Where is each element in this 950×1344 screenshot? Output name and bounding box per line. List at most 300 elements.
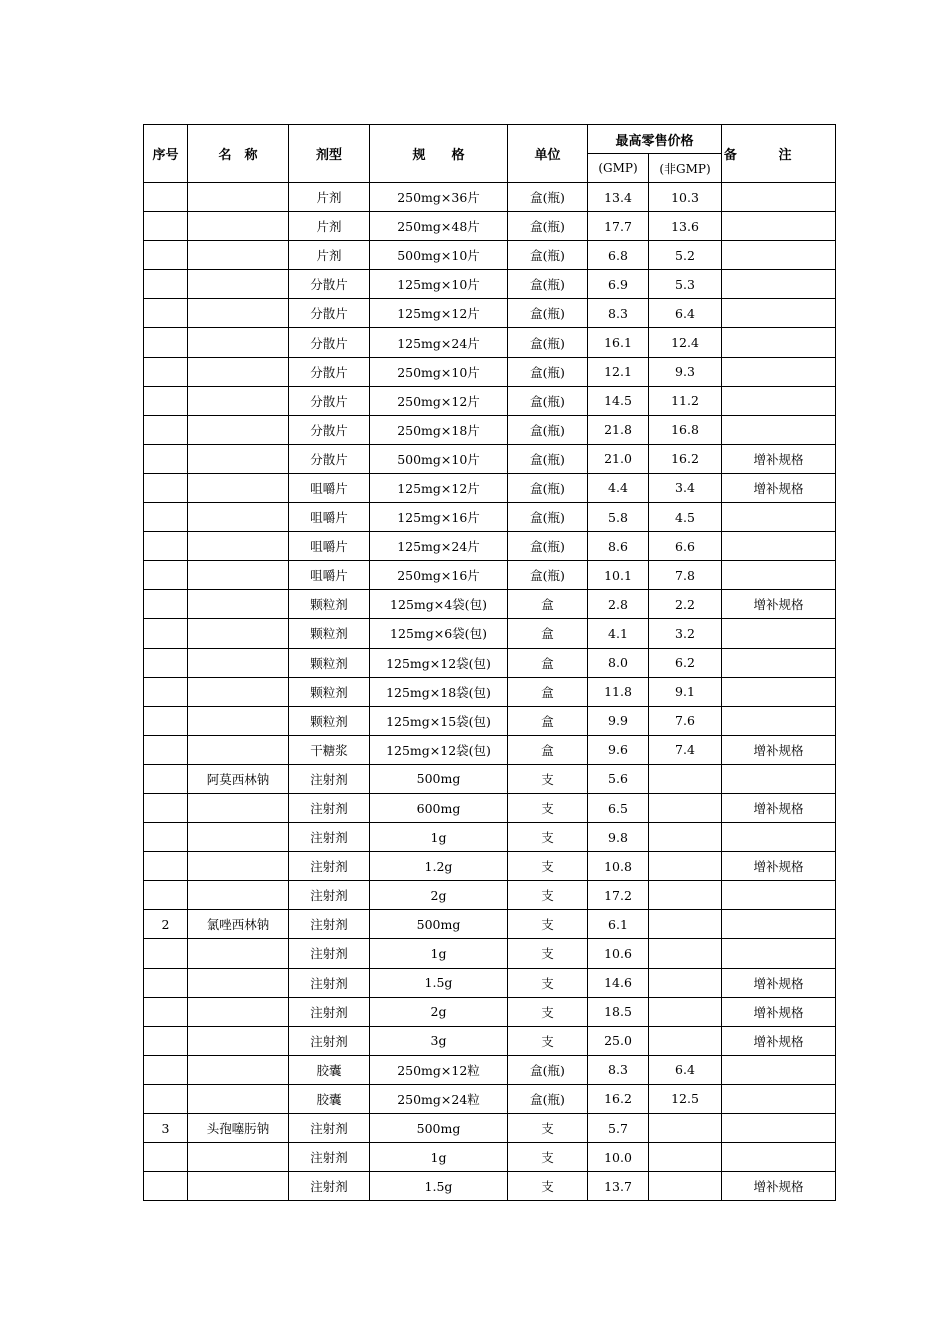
cell-gmp: 21.8	[588, 415, 649, 444]
cell-unit: 盒(瓶)	[508, 386, 588, 415]
cell-non-gmp: 12.4	[649, 328, 722, 357]
cell-non-gmp: 9.3	[649, 357, 722, 386]
cell-name: 氯唑西林钠	[188, 910, 289, 939]
table-row	[144, 706, 836, 735]
cell-non-gmp: 6.4	[649, 1055, 722, 1084]
cell-name	[188, 590, 289, 619]
cell-form: 分散片	[289, 444, 370, 473]
cell-non-gmp: 2.2	[649, 590, 722, 619]
cell-gmp: 6.5	[588, 793, 649, 822]
table-row	[144, 1172, 836, 1201]
cell-name	[188, 793, 289, 822]
cell-name	[188, 415, 289, 444]
cell-seq	[144, 619, 188, 648]
cell-name	[188, 386, 289, 415]
table-row	[144, 939, 836, 968]
table-row	[144, 881, 836, 910]
cell-spec: 1.5g	[370, 968, 508, 997]
cell-gmp: 17.2	[588, 881, 649, 910]
cell-remark: 增补规格	[722, 997, 836, 1026]
cell-non-gmp: 4.5	[649, 503, 722, 532]
cell-form: 注射剂	[289, 793, 370, 822]
table-header	[144, 125, 836, 183]
cell-remark	[722, 241, 836, 270]
cell-seq	[144, 677, 188, 706]
cell-unit: 盒	[508, 735, 588, 764]
cell-seq	[144, 939, 188, 968]
cell-spec: 1g	[370, 823, 508, 852]
cell-remark	[722, 648, 836, 677]
cell-name	[188, 677, 289, 706]
cell-form: 注射剂	[289, 764, 370, 793]
cell-seq	[144, 532, 188, 561]
cell-non-gmp	[649, 823, 722, 852]
cell-seq	[144, 473, 188, 502]
table-row	[144, 619, 836, 648]
cell-seq	[144, 1055, 188, 1084]
cell-unit: 盒(瓶)	[508, 299, 588, 328]
header-form: 剂型	[289, 125, 370, 183]
cell-spec: 500mg	[370, 1114, 508, 1143]
cell-gmp: 18.5	[588, 997, 649, 1026]
cell-unit: 盒(瓶)	[508, 1084, 588, 1113]
table-row	[144, 823, 836, 852]
cell-form: 分散片	[289, 270, 370, 299]
table-row	[144, 183, 836, 212]
header-spec: 规 格	[370, 125, 508, 183]
table-row	[144, 648, 836, 677]
cell-non-gmp: 5.2	[649, 241, 722, 270]
cell-gmp: 16.1	[588, 328, 649, 357]
cell-non-gmp	[649, 1143, 722, 1172]
cell-gmp: 6.9	[588, 270, 649, 299]
cell-name	[188, 706, 289, 735]
header-name: 名 称	[188, 125, 289, 183]
cell-unit: 支	[508, 881, 588, 910]
cell-non-gmp: 7.8	[649, 561, 722, 590]
cell-gmp: 9.6	[588, 735, 649, 764]
cell-name	[188, 473, 289, 502]
cell-remark	[722, 1114, 836, 1143]
cell-seq	[144, 1172, 188, 1201]
cell-name	[188, 1055, 289, 1084]
cell-seq	[144, 1143, 188, 1172]
cell-spec: 2g	[370, 881, 508, 910]
cell-remark	[722, 357, 836, 386]
cell-spec: 500mg	[370, 764, 508, 793]
price-table	[143, 124, 836, 1201]
table-row	[144, 1055, 836, 1084]
cell-non-gmp	[649, 793, 722, 822]
cell-form: 颗粒剂	[289, 706, 370, 735]
cell-seq	[144, 503, 188, 532]
cell-name	[188, 357, 289, 386]
cell-spec: 1.5g	[370, 1172, 508, 1201]
cell-gmp: 8.3	[588, 1055, 649, 1084]
cell-form: 咀嚼片	[289, 532, 370, 561]
cell-remark	[722, 764, 836, 793]
cell-non-gmp	[649, 1172, 722, 1201]
table-row	[144, 1084, 836, 1113]
cell-gmp: 9.9	[588, 706, 649, 735]
cell-unit: 支	[508, 1143, 588, 1172]
table-row	[144, 503, 836, 532]
cell-remark: 增补规格	[722, 444, 836, 473]
cell-non-gmp: 16.8	[649, 415, 722, 444]
cell-name	[188, 968, 289, 997]
cell-spec: 125mg×12片	[370, 299, 508, 328]
cell-seq: 3	[144, 1114, 188, 1143]
cell-remark: 增补规格	[722, 735, 836, 764]
cell-unit: 支	[508, 1026, 588, 1055]
cell-seq	[144, 212, 188, 241]
cell-non-gmp: 7.6	[649, 706, 722, 735]
header-price: 最高零售价格	[588, 125, 722, 154]
cell-unit: 支	[508, 852, 588, 881]
cell-unit: 支	[508, 997, 588, 1026]
cell-name	[188, 503, 289, 532]
cell-form: 分散片	[289, 357, 370, 386]
cell-name	[188, 1084, 289, 1113]
cell-seq	[144, 997, 188, 1026]
cell-gmp: 21.0	[588, 444, 649, 473]
cell-gmp: 5.7	[588, 1114, 649, 1143]
cell-name	[188, 299, 289, 328]
cell-spec: 3g	[370, 1026, 508, 1055]
cell-non-gmp: 3.2	[649, 619, 722, 648]
cell-form: 颗粒剂	[289, 677, 370, 706]
cell-remark	[722, 561, 836, 590]
cell-seq	[144, 299, 188, 328]
table-row	[144, 677, 836, 706]
cell-form: 注射剂	[289, 1026, 370, 1055]
cell-spec: 125mg×4袋(包)	[370, 590, 508, 619]
cell-form: 注射剂	[289, 997, 370, 1026]
cell-seq	[144, 444, 188, 473]
cell-form: 颗粒剂	[289, 648, 370, 677]
table-row	[144, 997, 836, 1026]
cell-non-gmp: 13.6	[649, 212, 722, 241]
cell-unit: 支	[508, 1172, 588, 1201]
cell-seq	[144, 357, 188, 386]
cell-gmp: 10.6	[588, 939, 649, 968]
cell-unit: 盒	[508, 590, 588, 619]
cell-form: 片剂	[289, 183, 370, 212]
cell-gmp: 10.8	[588, 852, 649, 881]
cell-remark	[722, 270, 836, 299]
cell-unit: 支	[508, 1114, 588, 1143]
cell-remark	[722, 1055, 836, 1084]
cell-gmp: 8.3	[588, 299, 649, 328]
table-row	[144, 1026, 836, 1055]
cell-gmp: 9.8	[588, 823, 649, 852]
cell-non-gmp: 9.1	[649, 677, 722, 706]
cell-unit: 盒	[508, 619, 588, 648]
cell-name	[188, 212, 289, 241]
cell-remark	[722, 212, 836, 241]
cell-spec: 125mg×12袋(包)	[370, 735, 508, 764]
cell-spec: 500mg×10片	[370, 241, 508, 270]
cell-gmp: 14.6	[588, 968, 649, 997]
cell-name	[188, 1172, 289, 1201]
header-gmp: (GMP)	[588, 154, 649, 183]
cell-form: 注射剂	[289, 852, 370, 881]
cell-seq	[144, 968, 188, 997]
cell-form: 颗粒剂	[289, 590, 370, 619]
table-body	[144, 183, 836, 1201]
cell-form: 分散片	[289, 386, 370, 415]
cell-seq	[144, 386, 188, 415]
cell-seq	[144, 415, 188, 444]
cell-unit: 支	[508, 968, 588, 997]
cell-spec: 125mg×16片	[370, 503, 508, 532]
cell-remark	[722, 706, 836, 735]
cell-spec: 250mg×12片	[370, 386, 508, 415]
cell-gmp: 6.1	[588, 910, 649, 939]
cell-unit: 盒(瓶)	[508, 357, 588, 386]
cell-gmp: 5.6	[588, 764, 649, 793]
cell-spec: 250mg×16片	[370, 561, 508, 590]
cell-name	[188, 852, 289, 881]
cell-form: 胶囊	[289, 1055, 370, 1084]
cell-form: 注射剂	[289, 1172, 370, 1201]
cell-form: 注射剂	[289, 910, 370, 939]
cell-remark: 增补规格	[722, 473, 836, 502]
table-row	[144, 444, 836, 473]
cell-non-gmp	[649, 997, 722, 1026]
cell-non-gmp	[649, 852, 722, 881]
cell-seq	[144, 183, 188, 212]
table-row	[144, 735, 836, 764]
cell-unit: 盒	[508, 677, 588, 706]
cell-form: 注射剂	[289, 968, 370, 997]
cell-spec: 125mg×6袋(包)	[370, 619, 508, 648]
cell-seq	[144, 328, 188, 357]
table-row	[144, 473, 836, 502]
cell-name	[188, 939, 289, 968]
cell-gmp: 10.1	[588, 561, 649, 590]
cell-unit: 盒(瓶)	[508, 1055, 588, 1084]
cell-remark	[722, 881, 836, 910]
cell-remark	[722, 1143, 836, 1172]
cell-form: 片剂	[289, 212, 370, 241]
cell-gmp: 25.0	[588, 1026, 649, 1055]
cell-name	[188, 561, 289, 590]
cell-non-gmp	[649, 968, 722, 997]
cell-seq	[144, 764, 188, 793]
cell-spec: 250mg×12粒	[370, 1055, 508, 1084]
cell-unit: 盒(瓶)	[508, 532, 588, 561]
cell-spec: 250mg×18片	[370, 415, 508, 444]
cell-non-gmp	[649, 1026, 722, 1055]
cell-unit: 盒(瓶)	[508, 328, 588, 357]
cell-spec: 1g	[370, 1143, 508, 1172]
cell-unit: 盒(瓶)	[508, 183, 588, 212]
cell-seq	[144, 823, 188, 852]
table-row	[144, 299, 836, 328]
cell-unit: 支	[508, 793, 588, 822]
header-seq: 序号	[144, 125, 188, 183]
header-remark: 备注	[722, 125, 836, 183]
table-row	[144, 1143, 836, 1172]
cell-remark: 增补规格	[722, 1026, 836, 1055]
cell-remark	[722, 183, 836, 212]
cell-remark	[722, 328, 836, 357]
cell-spec: 250mg×48片	[370, 212, 508, 241]
cell-gmp: 2.8	[588, 590, 649, 619]
cell-unit: 盒(瓶)	[508, 212, 588, 241]
cell-gmp: 16.2	[588, 1084, 649, 1113]
cell-seq	[144, 561, 188, 590]
cell-non-gmp: 10.3	[649, 183, 722, 212]
cell-gmp: 17.7	[588, 212, 649, 241]
cell-remark: 增补规格	[722, 1172, 836, 1201]
cell-unit: 盒(瓶)	[508, 270, 588, 299]
cell-seq	[144, 706, 188, 735]
cell-gmp: 6.8	[588, 241, 649, 270]
cell-non-gmp: 6.4	[649, 299, 722, 328]
cell-name	[188, 532, 289, 561]
cell-form: 胶囊	[289, 1084, 370, 1113]
table-row	[144, 212, 836, 241]
cell-spec: 125mg×10片	[370, 270, 508, 299]
table-row	[144, 532, 836, 561]
cell-seq: 2	[144, 910, 188, 939]
cell-name	[188, 823, 289, 852]
cell-unit: 盒	[508, 648, 588, 677]
cell-name	[188, 735, 289, 764]
cell-unit: 盒(瓶)	[508, 241, 588, 270]
table-row	[144, 793, 836, 822]
cell-non-gmp	[649, 1114, 722, 1143]
cell-unit: 支	[508, 910, 588, 939]
cell-form: 分散片	[289, 415, 370, 444]
cell-form: 注射剂	[289, 1143, 370, 1172]
cell-name: 阿莫西林钠	[188, 764, 289, 793]
cell-gmp: 4.1	[588, 619, 649, 648]
cell-remark	[722, 939, 836, 968]
cell-spec: 250mg×10片	[370, 357, 508, 386]
table-row	[144, 415, 836, 444]
cell-gmp: 4.4	[588, 473, 649, 502]
cell-unit: 盒(瓶)	[508, 473, 588, 502]
table-row	[144, 590, 836, 619]
cell-seq	[144, 648, 188, 677]
cell-gmp: 11.8	[588, 677, 649, 706]
cell-non-gmp	[649, 881, 722, 910]
cell-name	[188, 328, 289, 357]
cell-unit: 盒	[508, 706, 588, 735]
cell-unit: 支	[508, 823, 588, 852]
cell-seq	[144, 793, 188, 822]
cell-remark: 增补规格	[722, 968, 836, 997]
cell-form: 片剂	[289, 241, 370, 270]
cell-seq	[144, 241, 188, 270]
cell-remark	[722, 532, 836, 561]
header-unit: 单位	[508, 125, 588, 183]
cell-name	[188, 619, 289, 648]
cell-name: 头孢噻肟钠	[188, 1114, 289, 1143]
cell-spec: 125mg×12袋(包)	[370, 648, 508, 677]
cell-gmp: 13.7	[588, 1172, 649, 1201]
cell-remark	[722, 299, 836, 328]
table-row	[144, 328, 836, 357]
cell-gmp: 12.1	[588, 357, 649, 386]
cell-name	[188, 270, 289, 299]
cell-remark	[722, 910, 836, 939]
cell-form: 咀嚼片	[289, 561, 370, 590]
cell-unit: 盒(瓶)	[508, 415, 588, 444]
cell-seq	[144, 1026, 188, 1055]
cell-spec: 250mg×24粒	[370, 1084, 508, 1113]
cell-remark	[722, 823, 836, 852]
cell-seq	[144, 1084, 188, 1113]
cell-remark	[722, 677, 836, 706]
cell-spec: 125mg×24片	[370, 532, 508, 561]
cell-seq	[144, 852, 188, 881]
cell-form: 咀嚼片	[289, 473, 370, 502]
cell-name	[188, 444, 289, 473]
cell-form: 颗粒剂	[289, 619, 370, 648]
cell-spec: 125mg×12片	[370, 473, 508, 502]
cell-remark: 增补规格	[722, 852, 836, 881]
cell-non-gmp: 6.2	[649, 648, 722, 677]
cell-remark	[722, 415, 836, 444]
table-row	[144, 357, 836, 386]
cell-spec: 125mg×24片	[370, 328, 508, 357]
cell-form: 咀嚼片	[289, 503, 370, 532]
cell-name	[188, 241, 289, 270]
cell-unit: 支	[508, 939, 588, 968]
cell-non-gmp: 6.6	[649, 532, 722, 561]
cell-spec: 250mg×36片	[370, 183, 508, 212]
cell-spec: 1g	[370, 939, 508, 968]
cell-seq	[144, 270, 188, 299]
cell-form: 分散片	[289, 328, 370, 357]
cell-gmp: 8.0	[588, 648, 649, 677]
cell-form: 注射剂	[289, 939, 370, 968]
cell-unit: 支	[508, 764, 588, 793]
cell-spec: 125mg×15袋(包)	[370, 706, 508, 735]
table-row	[144, 241, 836, 270]
cell-gmp: 8.6	[588, 532, 649, 561]
cell-spec: 125mg×18袋(包)	[370, 677, 508, 706]
cell-non-gmp: 7.4	[649, 735, 722, 764]
cell-gmp: 10.0	[588, 1143, 649, 1172]
cell-remark	[722, 619, 836, 648]
cell-non-gmp	[649, 910, 722, 939]
cell-unit: 盒(瓶)	[508, 503, 588, 532]
cell-non-gmp: 12.5	[649, 1084, 722, 1113]
cell-remark	[722, 503, 836, 532]
cell-spec: 1.2g	[370, 852, 508, 881]
cell-name	[188, 183, 289, 212]
cell-form: 干糖浆	[289, 735, 370, 764]
cell-form: 注射剂	[289, 1114, 370, 1143]
cell-non-gmp	[649, 764, 722, 793]
cell-name	[188, 1026, 289, 1055]
table-row	[144, 270, 836, 299]
cell-unit: 盒(瓶)	[508, 444, 588, 473]
header-non-gmp: (非GMP)	[649, 154, 722, 183]
cell-form: 注射剂	[289, 823, 370, 852]
cell-spec: 500mg×10片	[370, 444, 508, 473]
table-row	[144, 386, 836, 415]
cell-form: 注射剂	[289, 881, 370, 910]
cell-seq	[144, 590, 188, 619]
table-row	[144, 764, 836, 793]
cell-non-gmp: 16.2	[649, 444, 722, 473]
